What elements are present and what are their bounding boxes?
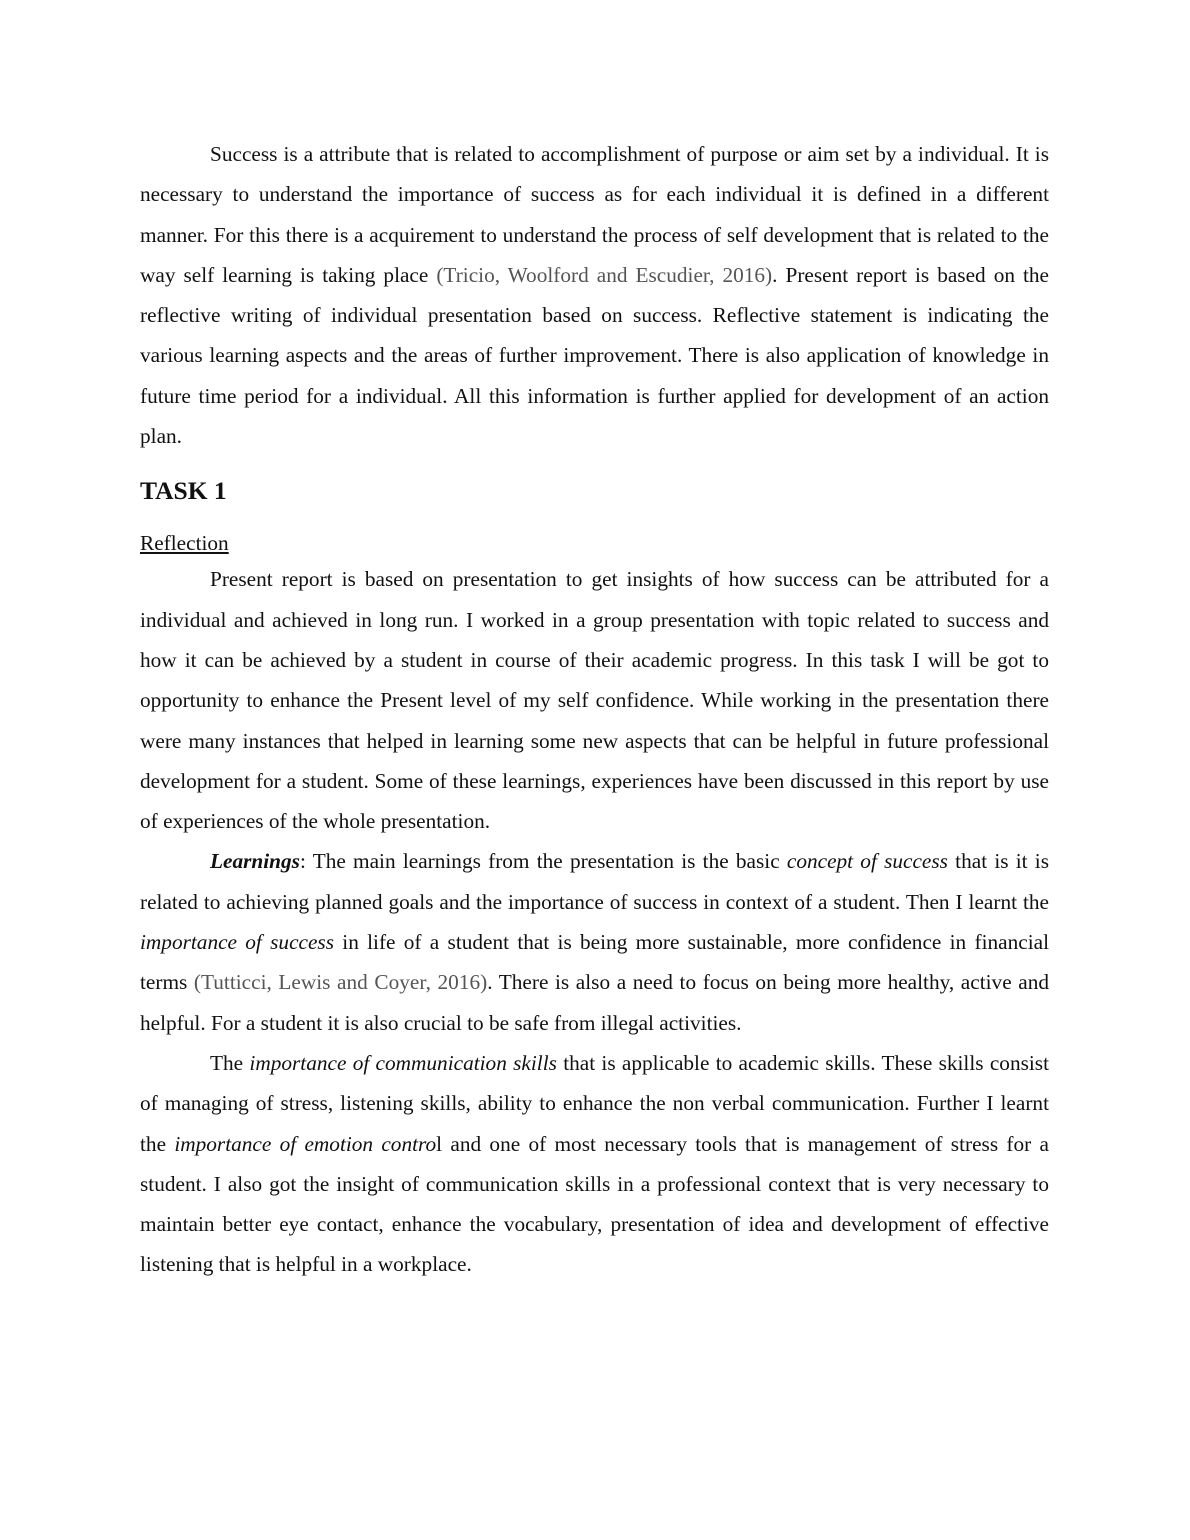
document-page [140, 134, 1049, 1285]
intro-text-2: . Present report is based on the reflective writing of individual presentation based on success. Reflective statement is indicating the various learning aspects and the areas of further improvement. There is also application of knowledge in future time period for a individual. All this information is further applied for development of an action plan. [140, 262, 1050, 449]
citation-tricio: (Tricio, Woolford and Escudier, 2016) [436, 262, 773, 287]
communication-emphasis-2: importance of emotion contro [174, 1131, 437, 1156]
reflection-subheading: Reflection [140, 531, 229, 556]
learnings-paragraph [140, 841, 1049, 1042]
learnings-text-2: that is it is related to achieving planned goals and the importance of success in context of a student. Then I learnt the [140, 849, 1050, 914]
learnings-emphasis-1: concept of success [786, 849, 948, 874]
learnings-emphasis-2: importance of success [140, 930, 334, 955]
learnings-text-1: : The main learnings from the presentation is the basic [299, 849, 787, 874]
intro-paragraph [140, 134, 1049, 456]
communication-text-1: The [210, 1050, 250, 1075]
communication-text-2: that is applicable to academic skills. These skills consist of managing of stress, listening skills, ability to enhance the non verbal communication. Further I learnt the [140, 1050, 1049, 1156]
communication-text-3: l and one of most necessary tools that is management of stress for a student. I also got the insight of communication skills in a professional context that is very necessary to maintain better eye contact, enhance the vocabulary, presentation of idea and development of effective listening that is helpful in a workplace. [140, 1131, 1049, 1277]
learnings-text-3: in life of a student that is being more sustainable, more confidence in financial terms [140, 930, 1049, 995]
reflection-paragraph: Present report is based on presentation to get insights of how success can be attributed for a individual and achieved in long run. I worked in a group presentation with topic related to success and how it can be achieved by a student in course of their academic progress. In this task I will be got to opportunity to enhance the Present level of my self confidence. While working in the presentation there were many instances that helped in learning some new aspects that can be helpful in future professional development for a student. Some of these learnings, experiences have been discussed in this report by use of experiences of the whole presentation. [140, 567, 1049, 834]
task-1-heading: TASK 1 [140, 476, 227, 506]
learnings-text-4: . There is also a need to focus on being more healthy, active and helpful. For a student it is also crucial to be safe from illegal activities. [140, 970, 1049, 1035]
communication-paragraph [140, 1043, 1049, 1285]
learnings-label: Learnings [210, 849, 300, 874]
intro-text-1: Success is a attribute that is related to accomplishment of purpose or aim set by a individual. It is necessary to understand the importance of success as for each individual it is defined in a different manner. For this there is a acquirement to understand the process of self development that is related to the way self learning is taking place [140, 142, 1049, 287]
citation-tutticci: (Tutticci, Lewis and Coyer, 2016) [193, 970, 488, 995]
communication-emphasis-1: importance of communication skills [249, 1050, 557, 1075]
